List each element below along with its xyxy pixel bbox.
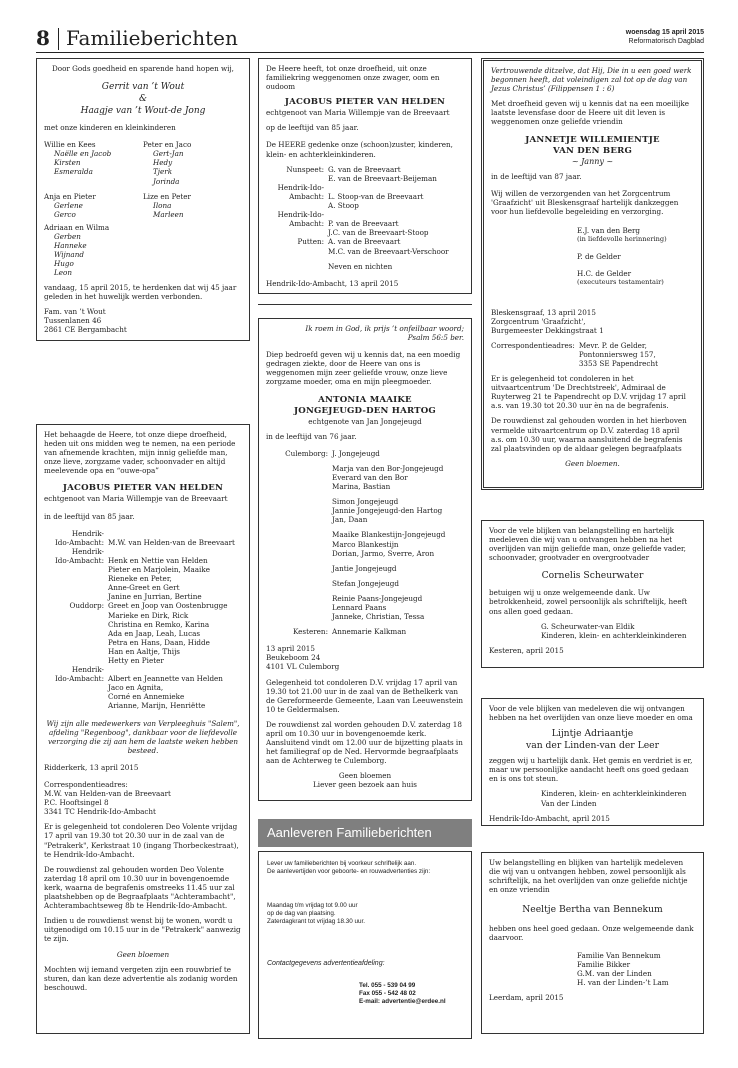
ad3-signatory-note: (executeurs testamentair) (577, 278, 664, 287)
ad5-relative: Jaco en Agnita, (108, 683, 164, 693)
ad3-quote: Vertrouwende ditzelve, dat Hij, Die in u een goed werk begonnen heeft, dat voleindigen zal tot op de dag van Jezus Christus’ (Filippensen 1 : 6) (491, 66, 692, 94)
ad2-place: Hendrik-Ido- (277, 182, 324, 192)
ad4-relative: Maaike Blankestijn-Jongejeugd (332, 530, 446, 540)
ad5-relative: Janine en Jurrian, Bertine (108, 592, 202, 602)
contact-fax: Fax 055 - 542 48 02 (359, 990, 416, 997)
ad4-relative: Stefan Jongejeugd (332, 578, 399, 588)
ad1-address-line: Tussenlanen 46 (44, 315, 102, 325)
ad2-place: Ambacht: (289, 191, 324, 201)
ad4-place: Kesteren: (292, 627, 328, 637)
ad1-family-child: Tjerk (153, 167, 173, 177)
ad4-address-line: Beukeboom 24 (266, 653, 321, 663)
ad5-thanks: Wij zijn alle medewerkers van Verpleeghuis "Salem", afdeling "Regenboog", dankbaar voor de liefdevolle verzorging die zij aan hem de laatste weken hebben besteed. (46, 718, 240, 755)
ad1-address-line: Fam. van ’t Wout (44, 306, 106, 316)
ad1-family-child: Gert-Jan (153, 149, 184, 159)
ad5-place: Hendrik- (71, 665, 104, 675)
ad7-signatory: Van der Linden (541, 798, 597, 808)
ad1-family-parents: Anja en Pieter (44, 191, 96, 201)
ad3-correspondence-line: Mevr. P. de Gelder, (578, 340, 647, 350)
ad4-place: Culemborg: (285, 448, 328, 458)
ad5-attendance-info: Indien u de rouwdienst wenst bij te wonen, wordt u uitgenodigd om 10.15 uur in de "Petrakerk" aanwezig te zijn. (44, 916, 241, 944)
ad1-family-child: Gerlene (54, 200, 83, 210)
ad5-condolence-info: Er is gelegenheid tot condoleren Deo Volente vrijdag 17 april van 19.30 tot 20.30 uur in de zaal van de "Petrakerk", Kerkstraat 10 (ingang Thorbeckestraat), te Hendrik-Ido-Ambacht. (44, 822, 239, 859)
ad4-service-info: De rouwdienst zal worden gehouden D.V. zaterdag 18 april om 10.30 uur in bovengenoemde kerk. Aansluitend vindt om 12.00 uur de bijzetting plaats in het familiegraf op de Ned. Hervormde begraafplaats aan de Achterweg te Culemborg. (266, 719, 463, 766)
ad5-relative: Hetty en Pieter (108, 655, 164, 665)
ad1-family-child: Jorinda (153, 176, 180, 186)
announcement-van-den-berg (481, 58, 704, 490)
ad3-address-line: Burgemeester Dekkingstraat 1 (491, 325, 604, 335)
ad2-nephews: Neven en nichten (328, 261, 393, 271)
ad8-intro: Uw belangstelling en blijken van hartelijk medeleven die wij van u ontvangen hebben, zowel persoonlijk als schriftelijk, na het overlijden van onze geliefde nichtje en onze vriendin (489, 858, 688, 895)
ad1-family-parents: Adriaan en Wilma (44, 222, 110, 232)
header-rule (36, 52, 704, 53)
announcement-jongejeugd (258, 318, 472, 801)
ad3-no-flowers: Geen bloemen. (565, 458, 620, 468)
ad4-relative: Jan, Daan (332, 515, 368, 525)
ad4-relative: Reinie Paans-Jongejeugd (332, 593, 423, 603)
ad4-relative: Marja van den Bor-Jongejeugd (332, 463, 444, 473)
ad5-relative: Petra en Hans, Daan, Hidde (108, 637, 210, 647)
ad4-relative: Marco Blankestijn (332, 539, 399, 549)
ad1-family-child: Ilona (153, 200, 172, 210)
column-separator (258, 304, 472, 305)
ad2-relative: J.C. van de Breevaart-Stoop (328, 228, 429, 238)
ad5-relative: M.W. van Helden-van de Breevaart (108, 537, 235, 547)
announcement-anniversary (36, 58, 250, 341)
ad3-address-line: Bleskensgraaf, 13 april 2015 (491, 307, 596, 317)
ad6-intro: Voor de vele blijken van belangstelling en hartelijk medeleven die wij van u ontvangen hebben na het overlijden van mijn geliefde man, onze geliefde vader, schoonvader, grootvader en overgrootvader (489, 526, 686, 563)
ad4-quote-source: Psalm 56:5 ber. (407, 333, 464, 343)
ad1-closing: vandaag, 15 april 2015, te herdenken dat wij 45 jaar geleden in het huwelijk werden verbonden. (44, 282, 237, 301)
publication-date: woensdag 15 april 2015 (625, 29, 704, 36)
ad5-relative: Corné en Annemieke (108, 692, 185, 702)
delivery-info-line: Lever uw familieberichten bij voorkeur schriftelijk aan. (267, 860, 417, 867)
ad5-relative: Albert en Jeannette van Helden (108, 674, 223, 684)
ad4-relative: Lennard Paans (332, 602, 387, 612)
ad8-signatory: Familie Van Bennekum (577, 950, 661, 960)
ad7-name-line-2: van der Linden-van der Leer (526, 740, 659, 752)
announcement-van-helden-family (258, 58, 472, 294)
ad3-correspondence-line: 3353 SE Papendrecht (578, 358, 658, 368)
ad2-relative: E. van de Breevaart-Beijeman (328, 173, 437, 183)
ad5-relative: Greet en Joop van Oostenbrugge (108, 601, 228, 611)
ad6-text: betuigen wij u onze welgemeende dank. Uw betrokkenheid, zowel persoonlijk als schriftelijk, heeft ons allen goed gedaan. (489, 588, 688, 616)
ad3-correspondence-line: Pontonniersweg 157, (578, 349, 656, 359)
delivery-deadline-line: Maandag t/m vrijdag tot 9.00 uur (267, 902, 358, 909)
ad1-family-parents: Willie en Kees (44, 140, 96, 150)
ad5-age: in de leeftijd van 85 jaar. (44, 511, 135, 521)
ad4-relative: Janneke, Christian, Tessa (332, 612, 425, 622)
ad5-relative: Ada en Jaap, Leah, Lucas (108, 628, 201, 638)
ad8-signatory: H. van der Linden-’t Lam (577, 977, 669, 987)
ad3-condolence-info: Er is gelegenheid tot condoleren in het uitvaartcentrum 'De Drechtstreek', Admiraal de Ruyterweg 21 te Papendrecht op D.V. vrijdag 17 april a.s. van 19.30 tot 20.30 uur èn na de begrafenis. (491, 374, 686, 411)
thanks-scheurwater (481, 520, 704, 668)
ad4-relative: Marina, Bastian (332, 482, 391, 492)
header-meta (626, 28, 704, 46)
ad5-place: Ido-Ambacht: (54, 674, 104, 684)
announcement-van-helden-main (36, 424, 250, 1034)
ad8-place-date: Leerdam, april 2015 (489, 992, 564, 1002)
ad5-place: Ido-Ambacht: (54, 555, 104, 565)
ad1-with: met onze kinderen en kleinkinderen (44, 123, 176, 133)
ad5-relative: Rieneke en Peter, (108, 574, 172, 584)
ad5-relative: Anne-Greet en Gert (108, 583, 180, 593)
ad4-condolence-info: Gelegenheid tot condoleren D.V. vrijdag 17 april van 19.30 tot 21.00 uur in de zaal van de Bethelkerk van de Gereformeerde Gemeente, Laan van Leeuwenstein 10 te Geldermalsen. (266, 677, 464, 714)
ad8-name: Neeltje Bertha van Bennekum (522, 904, 663, 916)
header-divider (58, 28, 59, 50)
ad3-signatory: E.J. van den Berg (577, 226, 641, 236)
ad2-age: op de leeftijd van 85 jaar. (266, 123, 359, 133)
ad1-family-child: Leon (54, 268, 72, 278)
ad1-family-child: Hedy (153, 158, 173, 168)
ad3-address-line: Zorgcentrum 'Graafzicht', (491, 316, 586, 326)
ad4-name-line-1: ANTONIA MAAIKE (318, 394, 412, 405)
ad4-quote: Ik roem in God, ik prijs ’t onfeilbaar woord; (305, 324, 464, 333)
ad4-relative: Jantie Jongejeugd (332, 563, 397, 573)
delivery-info-box (258, 851, 472, 1039)
ad4-spouse: echtgenote van Jan Jongejeugd (308, 416, 422, 426)
ad7-intro: Voor de vele blijken van medeleven die wij ontvangen hebben na het overlijden van onze lieve moeder en oma (489, 704, 693, 723)
ad2-relative: G. van de Breevaart (328, 164, 401, 174)
ad3-name-line-1: JANNETJE WILLEMIENTJE (525, 134, 660, 145)
ad5-correspondence-line: Correspondentieadres: (44, 780, 128, 789)
ad1-ampersand: & (138, 94, 147, 105)
ad4-visit-note: Liever geen bezoek aan huis (313, 780, 417, 790)
page-header (36, 26, 704, 52)
ad3-age: in de leeftijd van 87 jaar. (491, 171, 582, 181)
ad6-name: Cornelis Scheurwater (541, 570, 644, 582)
ad3-nickname: ~ Janny ~ (571, 156, 614, 166)
ad5-deceased-name: JACOBUS PIETER VAN HELDEN (62, 483, 224, 494)
contact-phone: Tel. 055 - 539 04 99 (359, 982, 416, 989)
ad3-name-line-2: VAN DEN BERG (552, 145, 633, 156)
ad1-family-child: Gerben (54, 232, 81, 242)
ad4-relative: Jannie Jongejeugd-den Hartog (332, 506, 443, 516)
ad8-signatory: G.M. van der Linden (577, 968, 652, 978)
ad1-intro: Door Gods goedheid en sparende hand hopen wij, (52, 64, 234, 73)
ad2-relative: A. Stoop (328, 201, 359, 211)
ad3-correspondence-label: Correspondentieadres: (491, 340, 575, 350)
ad5-intro: Het behaagde de Heere, tot onze diepe droefheid, heden uit ons midden weg te nemen, na een periode van afnemende krachten, mijn innig geliefde man, onze lieve, zorgzame vader, schoonvader en altijd meelevende opa en “ouwe-opa” (44, 430, 236, 476)
delivery-info-line: De aanlevertijden voor geboorte- en rouwadvertenties zijn: (267, 868, 431, 875)
ad5-no-flowers: Geen bloemen (116, 949, 170, 959)
ad3-signatory: H.C. de Gelder (577, 269, 632, 279)
ad3-service-info: De rouwdienst zal gehouden worden in het hierboven vermelde uitvaartcentrum op D.V. zaterdag 18 april a.s. om 10.30 uur, waarna aansluitend de begrafenis zal plaatsvinden op de aldaar gelegen begraafplaats (491, 416, 687, 453)
ad3-signatory: P. de Gelder (577, 252, 621, 262)
ad2-place: Ambacht: (289, 219, 324, 229)
ad5-place: Ouddorp: (69, 601, 104, 611)
ad1-family-child: Hugo (54, 259, 74, 269)
delivery-deadline-line: Zaterdagkrant tot vrijdag 18.30 uur. (267, 918, 366, 925)
ad5-relative: Christina en Remko, Karina (108, 619, 210, 629)
ad1-family-child: Esmeralda (54, 167, 93, 177)
delivery-deadline-line: op de dag van plaatsing. (267, 910, 336, 917)
ad2-spouse: echtgenoot van Maria Willempje van de Breevaart (266, 108, 450, 118)
ad5-relative: Pieter en Marjolein, Maaike (108, 565, 210, 575)
ad5-service-info: De rouwdienst zal gehouden worden Deo Volente zaterdag 18 april om 10.30 uur in bovengenoemde kerk, waarna de begrafenis omstreeks 11.45 uur zal plaatshebben op de Begraafplaats "Achterambacht", Achterambachtseweg 8b te Hendrik-Ido-Ambacht. (44, 864, 236, 911)
ad4-relative: Everard van den Bor (332, 472, 408, 482)
ad4-age: in de leeftijd van 76 jaar. (266, 431, 357, 441)
ad4-address-line: 4101 VL Culemborg (266, 662, 340, 672)
ad2-relative: L. Stoop-van de Breevaart (328, 191, 424, 201)
ad2-relative: P. van de Breevaart (328, 219, 399, 229)
ad2-place: Nunspeet: (286, 164, 324, 174)
ad5-relative: Marieke en Dirk, Rick (108, 610, 189, 620)
ad7-name-line-1: Lijntje Adriaantje (551, 728, 634, 740)
ad4-relative: Simon Jongejeugd (332, 497, 399, 507)
ad5-place: Hendrik- (71, 546, 104, 556)
ad6-signatory: Kinderen, klein- en achterkleinkinderen (541, 630, 687, 640)
ad1-family-child: Marleen (153, 209, 184, 219)
ad3-thanks: Wij willen de verzorgenden van het Zorgcentrum 'Graafzicht' uit Bleskensgraaf hartelijk dankzeggen voor hun liefdevolle begeleiding en verzorging. (491, 188, 679, 216)
ad2-text: De HEERE gedenke onze (schoon)zuster, kinderen, klein- en achterkleinkinderen. (266, 140, 453, 159)
ad5-forgotten-note: Mochten wij iemand vergeten zijn een rouwbrief te sturen, dan kan deze advertentie als zodanig worden beschouwd. (44, 964, 238, 992)
ad1-family-parents: Lize en Peter (143, 191, 191, 201)
ad7-signatory: Kinderen, klein- en achterkleinkinderen (541, 789, 687, 799)
ad3-signatory-note: (in liefdevolle herinnering) (577, 235, 667, 244)
ad2-place: Putten: (297, 237, 324, 247)
ad3-intro: Met droefheid geven wij u kennis dat na een moeilijke laatste levensfase door de Heere uit dit leven is weggenomen onze geliefde vriendin (491, 99, 690, 127)
ad8-text: hebben ons heel goed gedaan. Onze welgemeende dank daarvoor. (489, 924, 694, 943)
ad8-signatory: Familie Bikker (577, 959, 631, 969)
ad4-address-line: 13 april 2015 (266, 644, 315, 654)
ad1-name-1: Gerrit van ’t Wout (101, 82, 185, 93)
ad5-relative: Arianne, Marijn, Henriëtte (108, 701, 206, 711)
ad7-place-date: Hendrik-Ido-Ambacht, april 2015 (489, 813, 610, 823)
ad2-place-date: Hendrik-Ido-Ambacht, 13 april 2015 (266, 278, 399, 288)
ad4-name-line-2: JONGEJEUGD-DEN HARTOG (294, 405, 436, 416)
ad6-place-date: Kesteren, april 2015 (489, 645, 564, 655)
ad5-relative: Han en Aaltje, Thijs (108, 646, 180, 656)
ad5-place: Ido-Ambacht: (54, 537, 104, 547)
ad6-signatory: G. Scheurwater-van Eldik (541, 621, 635, 631)
ad2-relative: M.C. van de Breevaart-Verschoor (328, 246, 449, 256)
contact-title: Contactgegevens advertentieafdeling: (267, 960, 385, 967)
ad5-place-date: Ridderkerk, 13 april 2015 (44, 762, 139, 772)
delivery-banner-title: Aanleveren Familieberichten (258, 819, 472, 847)
ad4-intro: Diep bedroefd geven wij u kennis dat, na een moedig gedragen ziekte, door de Heere van ons is weggenomen mijn zeer geliefde vrouw, onze lieve zorgzame moeder, oma en mijn pleegmoeder. (266, 350, 461, 387)
ad4-flowers-note: Geen bloemen (338, 771, 392, 781)
ad5-correspondence-line: P.C. Hooftsingel 8 (44, 798, 109, 808)
section-title: Familieberichten (66, 26, 238, 50)
ad1-address-line: 2861 CE Bergambacht (44, 324, 127, 334)
ad2-deceased-name: JACOBUS PIETER VAN HELDEN (284, 97, 446, 108)
ad2-relative: A. van de Breevaart (328, 237, 401, 247)
contact-email[interactable]: E-mail: advertentie@erdee.nl (359, 998, 446, 1005)
ad4-relative: Annemarie Kalkman (332, 627, 407, 637)
ad5-correspondence-line: 3341 TC Hendrik-Ido-Ambacht (44, 807, 156, 817)
ad1-name-2: Haagje van ’t Wout-de Jong (80, 106, 206, 117)
newspaper-name: Reformatorisch Dagblad (628, 38, 704, 45)
ad1-family-child: Wijnand (54, 250, 84, 260)
ad4-relative: Dorian, Jarmo, Sverre, Aron (332, 548, 435, 558)
ad1-family-child: Kirsten (54, 158, 81, 168)
ad5-relative: Henk en Nettie van Helden (108, 555, 208, 565)
ad1-family-child: Naëlle en Jacob (54, 149, 112, 159)
page-number: 8 (36, 26, 50, 50)
ad1-family-child: Gerco (54, 209, 76, 219)
ad1-family-child: Hanneke (54, 241, 87, 251)
ad5-correspondence-line: M.W. van Helden-van de Breevaart (44, 789, 171, 799)
thanks-van-der-linden (481, 698, 704, 826)
ad2-place: Hendrik-Ido- (277, 210, 324, 220)
ad5-place: Hendrik- (71, 528, 104, 538)
ad1-family-parents: Peter en Jaco (143, 140, 192, 150)
ad5-spouse: echtgenoot van Maria Willempje van de Breevaart (44, 494, 228, 504)
ad4-relative: J. Jongejeugd (332, 448, 380, 458)
thanks-van-bennekum (481, 852, 704, 1034)
ad7-text: zeggen wij u hartelijk dank. Het gemis en verdriet is er, maar uw persoonlijke aandacht heeft ons goed gedaan en is ons tot steun. (489, 756, 693, 784)
ad2-intro: De Heere heeft, tot onze droefheid, uit onze familiekring weggenomen onze zwager, oom en oudoom (266, 64, 440, 92)
